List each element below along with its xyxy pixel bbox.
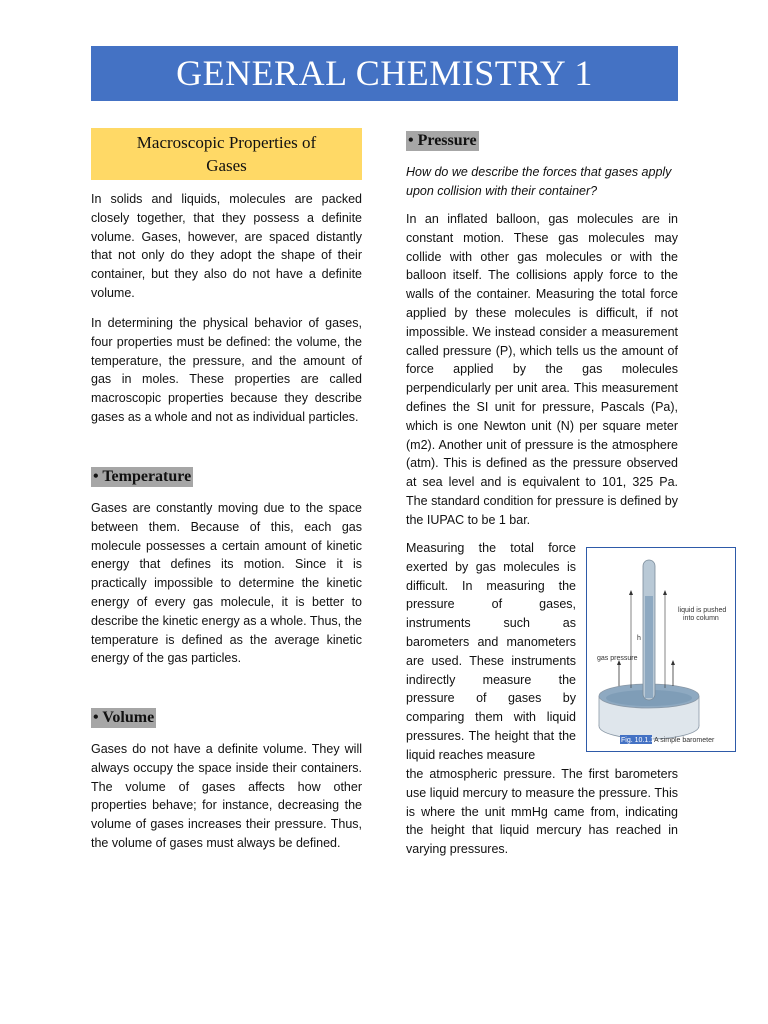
- volume-paragraph: Gases do not have a definite volume. They will always occupy the space inside their containers. The volume of gases affects how other properties behave; for instance, decreasing the volume of gases increases their pressure. Thus, the volume of gases must always be defined.: [91, 742, 362, 850]
- label-height: h: [637, 635, 641, 642]
- label-column-2: into column: [683, 615, 719, 622]
- pressure-paragraph: In an inflated balloon, gas molecules are in constant motion. These gas molecules may collide with other gas molecules or with the balloon itself. The collisions apply force to the walls of the container. Measuring the total force applied by these molecules is difficult, if not impossible. We instead consider a measurement called pressure (P), which tells us the amount of force applied by the gas molecules perpendicularly per unit area. This measurement defines the SI unit for pressure, Pascals (Pa), which is one Newton unit (N) per square meter (m2). Another unit of pressure is the atmosphere (atm). This is defined as the pressure observed at sea level and is equivalent to 101, 325 Pa. The standard condition for pressure is defined by the IUPAC to be 1 bar.: [406, 212, 678, 527]
- title-banner: [91, 46, 678, 101]
- callout-line-2: Gases: [206, 156, 247, 175]
- pressure-heading: • Pressure: [408, 132, 477, 149]
- barometer-illustration: [587, 548, 734, 750]
- label-gas-pressure: gas pressure: [597, 655, 638, 662]
- barometer-paragraph: Measuring the total force exerted by gas molecules is difficult. In measuring the pressure of gases, instruments such as barometers and manometers are used. These instruments indirectly measure the pressure of gases by comparing them with liquid pressures. The height that the liquid reaches measure: [406, 541, 576, 762]
- page-title: GENERAL CHEMISTRY 1: [176, 53, 593, 93]
- barometer-figure: [586, 547, 736, 752]
- temperature-heading: • Temperature: [93, 468, 192, 485]
- barometer-paragraph-continued: the atmospheric pressure. The first barometers use liquid mercury to measure the pressure. This is where the unit mmHg came from, indicating the height that liquid mercury has reached in varying pressures.: [406, 767, 678, 857]
- section-callout: [91, 128, 362, 180]
- temperature-paragraph: Gases are constantly moving due to the space between them. Because of this, each gas molecule possesses a certain amount of kinetic energy that defines its motion. Since it is practically impossible to determine the kinetic energy of every gas molecule, it is better to describe the kinetic energy as a whole. Thus, the temperature is defined as the average kinetic energy of the gas particles.: [91, 501, 362, 666]
- intro-paragraph: In solids and liquids, molecules are packed closely together, that they possess a definite volume. Gases, however, are spaced distantly that not only do they adopt the shape of their container, but they also do not have a definite volume.: [91, 192, 362, 300]
- properties-paragraph: In determining the physical behavior of gases, four properties must be defined: the volume, the temperature, the pressure, and the amount of gas in moles. These properties are called macroscopic properties because they describe gases as a whole and not as individual particles.: [91, 316, 362, 424]
- label-column: liquid is pushed: [678, 607, 727, 614]
- caption-number: Fig. 10.1.1: [621, 737, 655, 744]
- volume-heading: • Volume: [93, 709, 155, 726]
- pressure-question: How do we describe the forces that gases apply upon collision with their container?: [406, 165, 672, 198]
- caption-text: A simple barometer: [654, 737, 715, 744]
- callout-line-1: Macroscopic Properties of: [136, 133, 317, 152]
- liquid-column: [645, 596, 653, 698]
